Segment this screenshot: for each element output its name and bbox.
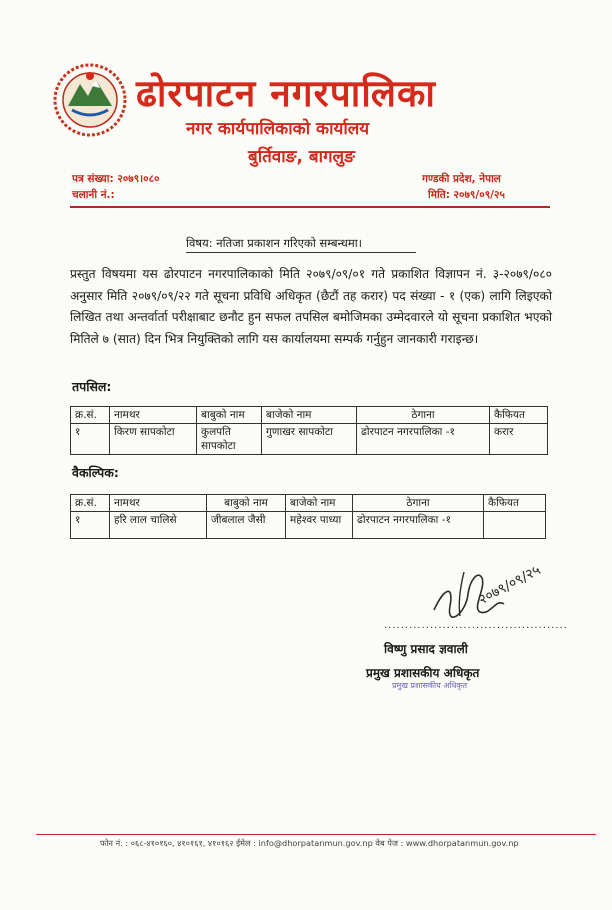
cell-name: किरण सापकोटा — [110, 424, 197, 455]
cell-remarks: करार — [490, 424, 548, 455]
official-stamp-text: प्रमुख प्रशासकीय अधिकृत — [392, 681, 468, 690]
cell-serial: १ — [71, 424, 110, 455]
header-divider — [70, 206, 550, 208]
subject-line: विषय: नतिजा प्रकाशन गरिएको सम्बन्धमा। — [186, 236, 363, 250]
cell-grandfather: गुणाखर सापकोटा — [262, 424, 357, 455]
col-header: कैफियत — [484, 495, 546, 512]
signature-dots: ............................................ — [384, 620, 568, 631]
cell-name: हरि लाल चालिसे — [110, 512, 207, 539]
office-name: नगर कार्यपालिकाको कार्यालय — [186, 119, 370, 139]
signer-title: प्रमुख प्रशासकीय अधिकृत — [366, 666, 480, 680]
office-address: बुर्तिवाङ, बागलुङ — [248, 147, 355, 167]
table-row — [71, 424, 548, 455]
dispatch-number: चलानी नं.: — [72, 189, 115, 201]
main-list-label: तपसिल: — [72, 379, 112, 394]
cell-father: जीबलाल जैसी — [207, 512, 286, 539]
col-header: क्र.सं. — [71, 407, 110, 424]
province-label: गण्डकी प्रदेश, नेपाल — [422, 173, 501, 185]
signature-date: २०७९/०९/२५ — [475, 562, 544, 609]
letter-date: मिति: २०७९/०९/२५ — [428, 189, 505, 201]
nepal-emblem-icon — [52, 62, 128, 138]
col-header: बाबुको नाम — [207, 495, 286, 512]
col-header: क्र.सं. — [71, 495, 110, 512]
alternate-list-table — [70, 494, 546, 539]
footer-contact: फोन नं. : ०६८-४१०१६०, ४१०१६१, ४१०१६२ ईमेल : info@dhorpatanmun.gov.np वेब पेज : www.dhorpatanmun.gov.np — [100, 838, 519, 848]
col-header: नामथर — [110, 495, 207, 512]
table-header-row — [71, 407, 548, 424]
col-header: ठेगाना — [357, 407, 490, 424]
cell-address: ढोरपाटन नगरपालिका -१ — [353, 512, 484, 539]
handwritten-signature — [420, 558, 550, 628]
cell-grandfather: महेश्वर पाध्या — [286, 512, 353, 539]
table-row — [71, 512, 546, 539]
cell-father: कुलपति सापकोटा — [197, 424, 262, 455]
org-name: ढोरपाटन नगरपालिका — [136, 72, 436, 115]
col-header: कैफियत — [490, 407, 548, 424]
alternate-list-label: वैकल्पिक: — [72, 465, 119, 480]
reference-number: पत्र संख्या: २०७९।०८० — [72, 173, 160, 185]
body-paragraph: प्रस्तुत विषयमा यस ढोरपाटन नगरपालिकाको मिति २०७९/०९/०१ गते प्रकाशित विज्ञापन नं. ३-२०७९/०८० अनुसार मिति २०७९/०९/२२ गते सूचना प्रविधि अधिकृत (छैटौं तह करार) पद संख्या - १ (एक) लागि लिइएको लिखित तथा अन्तर्वार्ता परीक्षाबाट छनौट हुन सफल तपसिल बमोजिमका उम्मेदवारले यो सूचना प्रकाशित भएको मितिले ७ (सात) दिन भित्र नियुक्तिको लागि यस कार्यालयमा सम्पर्क गर्नुहुन जानकारी गराइन्छ। — [70, 267, 552, 346]
cell-address: ढोरपाटन नगरपालिका -१ — [357, 424, 490, 455]
col-header: ठेगाना — [353, 495, 484, 512]
col-header: बाबुको नाम — [197, 407, 262, 424]
table-header-row — [71, 495, 546, 512]
main-list-table — [70, 406, 548, 455]
col-header: नामथर — [110, 407, 197, 424]
cell-remarks — [484, 512, 546, 539]
cell-serial: १ — [71, 512, 110, 539]
subject-underline — [186, 252, 416, 253]
signer-name: विष्णु प्रसाद ज्ञवाली — [384, 642, 468, 656]
col-header: बाजेको नाम — [262, 407, 357, 424]
footer-divider — [36, 834, 596, 835]
col-header: बाजेको नाम — [286, 495, 353, 512]
